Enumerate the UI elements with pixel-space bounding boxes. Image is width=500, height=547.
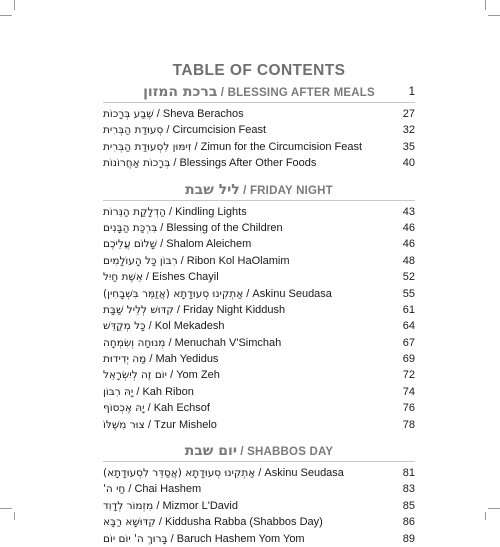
toc-entry[interactable]: שָׁלוֹם עֲלֵיכֶם / Shalom Aleichem 46 (103, 236, 415, 252)
toc-entry[interactable]: צוּר מִשֶּׁלּוֹ / Tzur Mishelo 78 (103, 417, 415, 433)
entry-hebrew-title: סְעוּדַת הַבְּרִית (103, 124, 164, 137)
entry-english-title: Zimun for the Circumcision Feast (200, 140, 363, 153)
entry-english-title: Circumcision Feast (172, 124, 267, 137)
entry-hebrew-title: קִדּוּשָׁא רַבָּא (103, 516, 156, 529)
entry-page-number: 86 (402, 516, 415, 529)
entry-english-title: Baruch Hashem Yom Yom (176, 532, 305, 545)
entry-page-number: 61 (402, 303, 415, 316)
toc-entry[interactable]: בָּרוּךְ ה' יוֹם יוֹם / Baruch Hashem Yom Yom 89 (103, 531, 415, 547)
toc-entry[interactable]: אַתְקִינוּ סְעוּדָתָא (אֲסַדֵּר לִסְעוּדָתָא) / Askinu Seudasa 81 (103, 465, 415, 481)
toc-entry[interactable]: מְנוּחָה וְשִׂמְחָה / Menuchah V'Simchah 67 (103, 335, 415, 351)
toc-entry[interactable]: זִימּוּן לִסְעוּדַת הַבְּרִית / Zimun for the Circumcision Feast 35 (103, 139, 415, 155)
entry-english-title: Blessings After Other Foods (179, 157, 317, 170)
entry-hebrew-title: מְנוּחָה וְשִׂמְחָה (103, 336, 166, 349)
entry-english-title: Askinu Seudasa (264, 467, 344, 480)
entry-hebrew-title: בְּרָכוֹת אַחֲרוֹנוֹת (103, 157, 171, 170)
section-hebrew-title: יום שבת (184, 443, 237, 460)
entry-page-number: 48 (402, 254, 415, 267)
crop-mark (488, 15, 500, 16)
toc-entry[interactable]: סְעוּדַת הַבְּרִית / Circumcision Feast 32 (103, 122, 415, 138)
toc-entry[interactable]: קִדּוּשָׁא רַבָּא / Kiddusha Rabba (Shabbos Day) 86 (103, 514, 415, 530)
entry-hebrew-title: מִזְמוֹר לְדָוִד (103, 499, 154, 512)
entry-page-number: 46 (402, 238, 415, 251)
section-heading (103, 82, 415, 103)
toc-entry[interactable]: שֶׁבַע בְּרָכוֹת / Sheva Berachos 27 (103, 106, 415, 122)
entry-page-number: 55 (402, 287, 415, 300)
section-heading (103, 180, 415, 201)
entry-english-title: Sheva Berachos (162, 108, 244, 120)
page-title: TABLE OF CONTENTS (172, 62, 346, 79)
toc-entry[interactable]: חַי ה' / Chai Hashem 83 (103, 481, 415, 497)
section-spacer (103, 433, 415, 441)
section-english-title: / FRIDAY NIGHT (239, 184, 333, 197)
entry-page-number: 27 (402, 108, 415, 120)
crop-mark (14, 512, 15, 520)
entry-hebrew-title: אֵשֶׁת חַיִל (103, 271, 143, 284)
entry-english-title: Yom Zeh (176, 369, 220, 382)
entry-page-number: 72 (402, 369, 415, 382)
entry-page-number: 89 (402, 532, 415, 545)
entry-page-number: 74 (402, 385, 415, 398)
crop-mark (0, 15, 12, 16)
entry-english-title: Ribon Kol HaOlamim (186, 254, 290, 267)
crop-mark (14, 0, 15, 10)
crop-mark (485, 0, 486, 10)
entry-english-title: Askinu Seudasa (252, 287, 332, 300)
entry-hebrew-title: אַתְקִינוּ סְעוּדָתָא (אֲזַמֵּר בִּשְׁבָחִין) (103, 287, 244, 300)
entry-english-title: Mizmor L'David (162, 499, 238, 512)
entry-english-title: Kol Mekadesh (154, 320, 225, 333)
entry-page-number: 35 (402, 140, 415, 153)
entry-english-title: Mah Yedidus (155, 353, 219, 366)
entry-page-number: 81 (402, 467, 415, 480)
section-page-number: 1 (408, 86, 415, 98)
entry-hebrew-title: זִימּוּן לִסְעוּדַת הַבְּרִית (103, 140, 192, 153)
entry-english-title: Blessing of the Children (166, 221, 283, 234)
entry-english-title: Eishes Chayil (152, 271, 219, 284)
entry-page-number: 85 (402, 499, 415, 512)
entry-english-title: Kindling Lights (175, 205, 247, 218)
toc-entry[interactable]: יָהּ אֶכְסוֹף / Kah Echsof 76 (103, 400, 415, 416)
entry-page-number: 83 (402, 483, 415, 496)
entry-hebrew-title: מַה יְדִידוּת (103, 353, 147, 366)
entry-hebrew-title: יוֹם זֶה לְיִשְׂרָאֵל (103, 369, 168, 382)
entry-english-title: Tzur Mishelo (153, 418, 217, 431)
toc-entry[interactable]: בְּרָכוֹת אַחֲרוֹנוֹת / Blessings After Other Foods 40 (103, 155, 415, 171)
section-spacer (103, 172, 415, 180)
entry-english-title: Chai Hashem (134, 483, 202, 496)
toc-entry[interactable]: מַה יְדִידוּת / Mah Yedidus 69 (103, 351, 415, 367)
entry-hebrew-title: בִּרְכַּת הַבָּנִים (103, 221, 158, 234)
entry-hebrew-title: צוּר מִשֶּׁלּוֹ (103, 418, 145, 431)
crop-mark (488, 508, 500, 509)
crop-mark (0, 508, 12, 509)
toc-entry[interactable]: מִזְמוֹר לְדָוִד / Mizmor L'David 85 (103, 498, 415, 514)
entry-hebrew-title: יָהּ רִבּוֹן (103, 385, 134, 398)
entry-page-number: 40 (402, 157, 415, 170)
entry-english-title: Kah Echsof (153, 402, 210, 415)
section-english-title: / BLESSING AFTER MEALS (217, 87, 375, 99)
entry-hebrew-title: רִבּוֹן כָּל הָעוֹלָמִים (103, 254, 178, 267)
section-hebrew-title: ליל שבת (185, 181, 240, 198)
entry-english-title: Kah Ribon (142, 385, 194, 398)
toc-entry[interactable]: קִדּוּשׁ לְלֵיל שַׁבָּת / Friday Night Kiddush 61 (103, 302, 415, 318)
toc-entry[interactable]: אֵשֶׁת חַיִל / Eishes Chayil 52 (103, 269, 415, 285)
entry-english-title: Shalom Aleichem (166, 238, 252, 251)
entry-page-number: 32 (402, 124, 415, 137)
section-heading (103, 441, 415, 462)
section-hebrew-title: ברכת המזון (143, 84, 218, 100)
entry-hebrew-title: אַתְקִינוּ סְעוּדָתָא (אֲסַדֵּר לִסְעוּדָתָא) (103, 467, 256, 480)
entry-page-number: 64 (402, 320, 415, 333)
toc-entry[interactable]: יָהּ רִבּוֹן / Kah Ribon 74 (103, 384, 415, 400)
table-of-contents (103, 60, 415, 547)
entry-hebrew-title: הַדְלָקַת הַנֵּרוֹת (103, 205, 166, 218)
toc-entry[interactable]: רִבּוֹן כָּל הָעוֹלָמִים / Ribon Kol HaOlamim 48 (103, 253, 415, 269)
entry-page-number: 46 (402, 221, 415, 234)
entry-hebrew-title: חַי ה' (103, 483, 126, 496)
entry-hebrew-title: קִדּוּשׁ לְלֵיל שַׁבָּת (103, 303, 174, 316)
crop-mark (485, 512, 486, 520)
toc-entry[interactable]: הַדְלָקַת הַנֵּרוֹת / Kindling Lights 43 (103, 204, 415, 220)
entry-hebrew-title: שֶׁבַע בְּרָכוֹת (103, 108, 154, 120)
entry-hebrew-title: יָהּ אֶכְסוֹף (103, 402, 145, 415)
toc-entry[interactable]: אַתְקִינוּ סְעוּדָתָא (אֲזַמֵּר בִּשְׁבָחִין) / Askinu Seudasa 55 (103, 286, 415, 302)
entry-hebrew-title: כָּל מְקַדֵּשׁ (103, 320, 146, 333)
section-english-title: / SHABBOS DAY (236, 446, 334, 459)
toc-entry[interactable]: כָּל מְקַדֵּשׁ / Kol Mekadesh 64 (103, 318, 415, 334)
entry-english-title: Kiddusha Rabba (Shabbos Day) (165, 516, 323, 529)
toc-entry[interactable]: יוֹם זֶה לְיִשְׂרָאֵל / Yom Zeh 72 (103, 367, 415, 383)
entry-page-number: 67 (402, 336, 415, 349)
entry-page-number: 43 (402, 205, 415, 218)
entry-page-number: 78 (402, 418, 415, 431)
toc-entry[interactable]: בִּרְכַּת הַבָּנִים / Blessing of the Children 46 (103, 220, 415, 236)
entry-page-number: 52 (402, 271, 415, 284)
entry-english-title: Friday Night Kiddush (183, 303, 286, 316)
entry-hebrew-title: שָׁלוֹם עֲלֵיכֶם (103, 238, 158, 251)
entry-page-number: 69 (402, 353, 415, 366)
entry-english-title: Menuchah V'Simchah (174, 336, 282, 349)
entry-hebrew-title: בָּרוּךְ ה' יוֹם יוֹם (103, 532, 168, 545)
entry-page-number: 76 (402, 402, 415, 415)
